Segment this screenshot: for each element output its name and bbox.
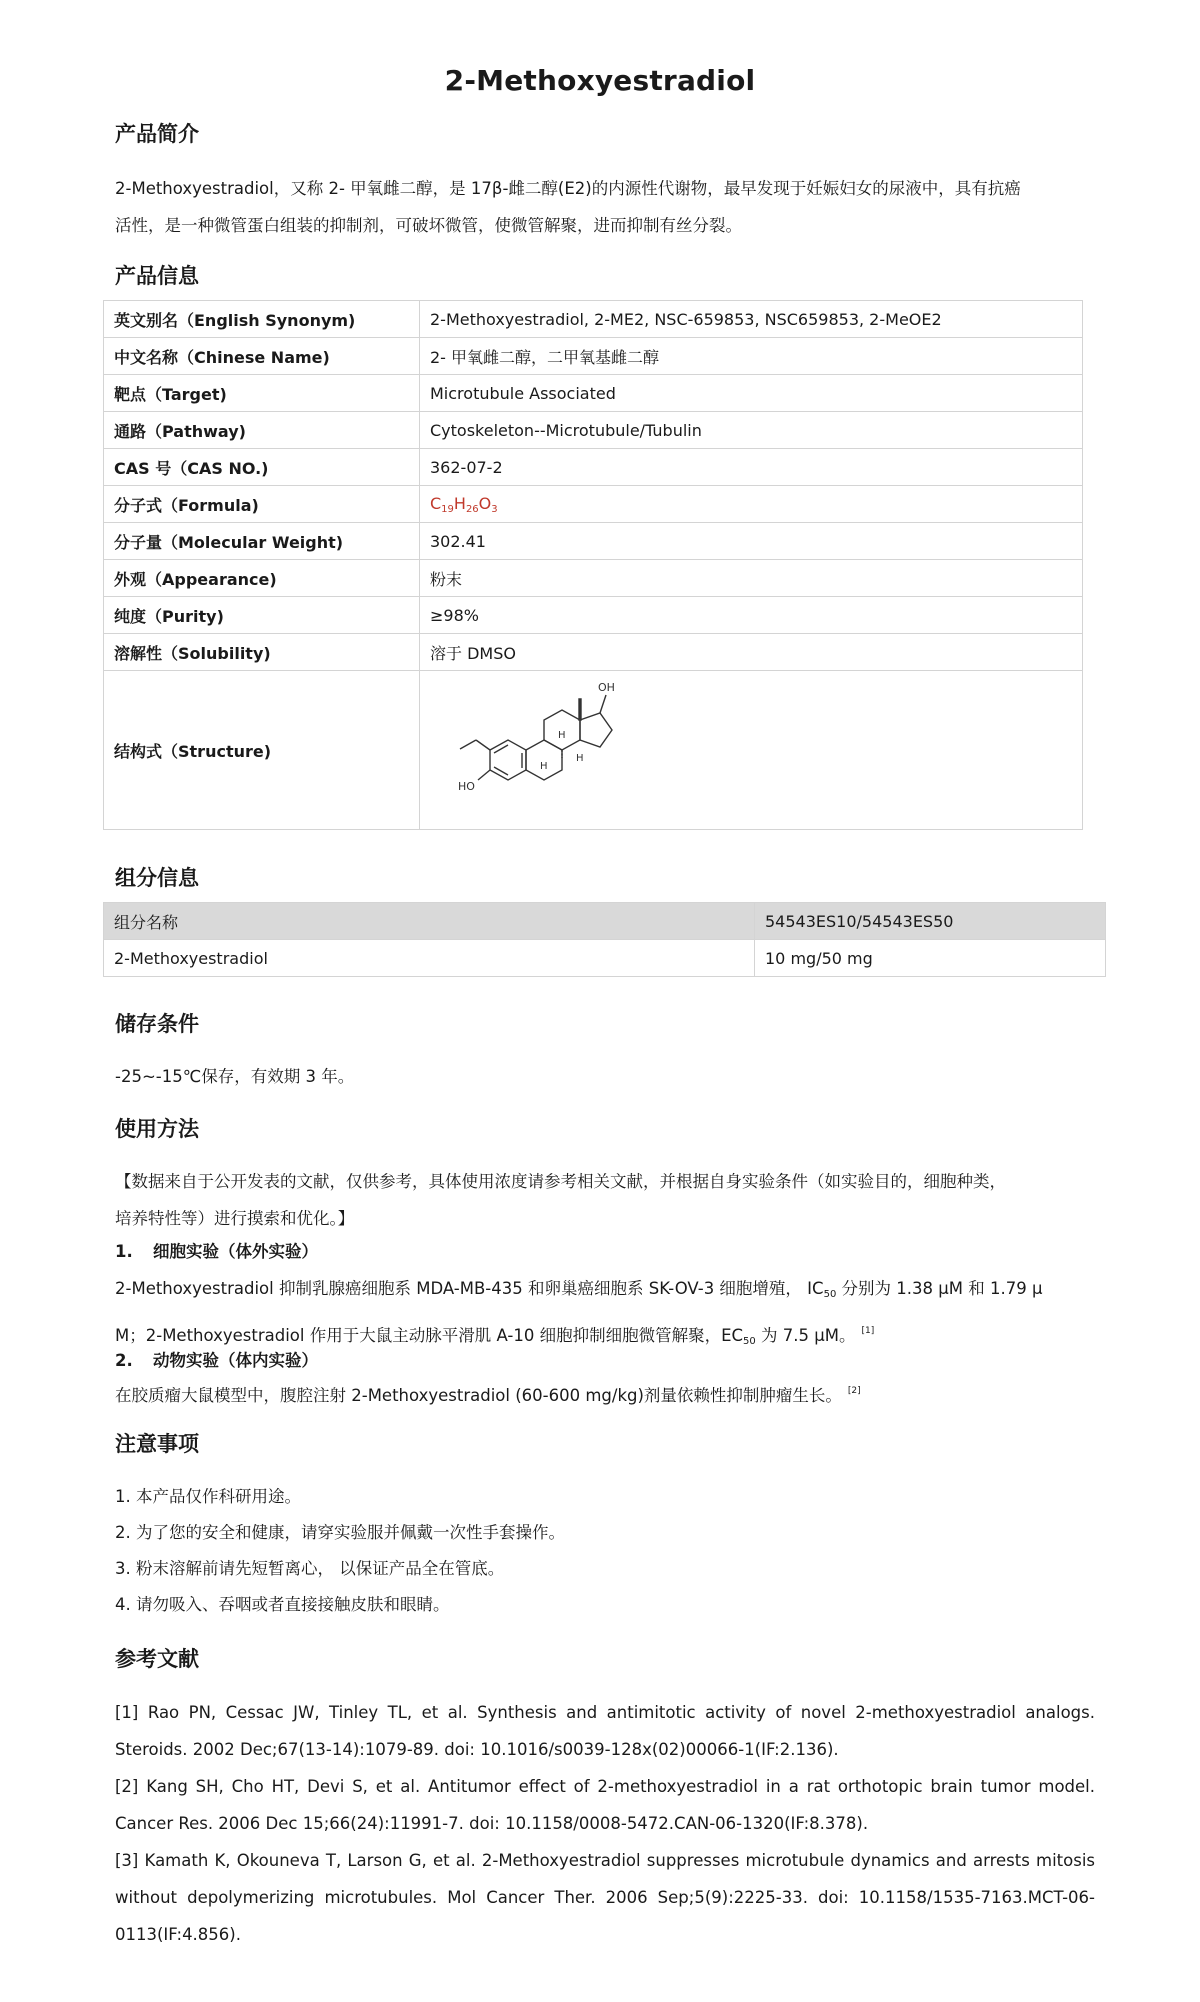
list-item: 1. 本产品仅作科研用途。 bbox=[115, 1487, 301, 1506]
info-value: 302.41 bbox=[420, 523, 1083, 560]
animal-experiment-title: 2. 动物实验（体内实验） bbox=[115, 1351, 318, 1370]
info-key: 溶解性（Solubility) bbox=[104, 634, 420, 671]
table-row bbox=[104, 301, 1083, 338]
info-key: 纯度（Purity) bbox=[104, 597, 420, 634]
page-title: 2-Methoxyestradiol bbox=[444, 64, 756, 97]
animal-experiment-text: 在胶质瘤大鼠模型中，腹腔注射 2-Methoxyestradiol (60-600 mg/kg)剂量依赖性抑制肿瘤生长。 [2] bbox=[115, 1386, 861, 1405]
intro-text bbox=[115, 170, 1095, 244]
reference-item: [3] Kamath K, Okouneva T, Larson G, et al. 2-Methoxyestradiol suppresses microtubule dynamics and arrests mitosis without depolymerizing microtubules. Mol Cancer Ther. 2006 Sep;5(9):2225-33. doi: 10.1158/1535-7163.MCT-06-0113(IF:4.856). bbox=[115, 1851, 1095, 1944]
column-header: 组分名称 bbox=[104, 903, 755, 940]
h-label: H bbox=[576, 753, 584, 764]
oh-label: OH bbox=[598, 681, 615, 694]
usage-heading: 使用方法 bbox=[115, 1117, 199, 1141]
notes-heading: 注意事项 bbox=[115, 1432, 199, 1456]
ring-d bbox=[580, 713, 612, 747]
info-key: 外观（Appearance) bbox=[104, 560, 420, 597]
info-key: 分子量（Molecular Weight) bbox=[104, 523, 420, 560]
table-row bbox=[104, 375, 1083, 412]
reference-item: [1] Rao PN, Cessac JW, Tinley TL, et al. Synthesis and antimitotic activity of novel 2-methoxyestradiol analogs. Steroids. 2002 Dec;67(13-14):1079-89. doi: 10.1016/s0039-128x(02)00066-1(IF:2.136). bbox=[115, 1703, 1095, 1759]
storage-text: -25~-15℃保存，有效期 3 年。 bbox=[115, 1067, 355, 1086]
h-label: H bbox=[540, 761, 548, 772]
h-label: H bbox=[558, 730, 566, 741]
info-value: 2-Methoxyestradiol, 2-ME2, NSC-659853, NSC659853, 2-MeOE2 bbox=[420, 301, 1083, 338]
info-key: 中文名称（Chinese Name) bbox=[104, 338, 420, 375]
methyl-wedge bbox=[579, 699, 581, 720]
storage-heading: 储存条件 bbox=[115, 1012, 199, 1036]
usage-note-line-2: 培养特性等）进行摸索和优化。】 bbox=[115, 1209, 355, 1228]
info-key: CAS 号（CAS NO.) bbox=[104, 449, 420, 486]
usage-note-line-1: 【数据来自于公开发表的文献，仅供参考，具体使用浓度请参考相关文献，并根据自身实验条件（如实验目的，细胞种类， bbox=[115, 1172, 1006, 1191]
info-value: 粉末 bbox=[420, 560, 1083, 597]
info-value: Microtubule Associated bbox=[420, 375, 1083, 412]
table-row bbox=[104, 412, 1083, 449]
info-value: Cytoskeleton--Microtubule/Tubulin bbox=[420, 412, 1083, 449]
list-item: 3. 粉末溶解前请先短暂离心， 以保证产品全在管底。 bbox=[115, 1559, 505, 1578]
citation-ref: [1] bbox=[861, 1326, 875, 1336]
table-row bbox=[104, 597, 1083, 634]
info-value: 2- 甲氧雌二醇，二甲氧基雌二醇 bbox=[420, 338, 1083, 375]
structure-cell bbox=[420, 671, 1083, 830]
cell-experiment-title: 1. 细胞实验（体外实验） bbox=[115, 1242, 318, 1261]
table-row bbox=[104, 634, 1083, 671]
cell-experiment-text: 2-Methoxyestradiol 抑制乳腺癌细胞系 MDA-MB-435 和卵巢癌细胞系 SK-OV-3 细胞增殖， $IC_{50}$ 分别为 1.38 μM 和 1.79 μ M；2-Methoxyestradiol 作用于大鼠主动脉平滑肌 A-10 细胞抑制细胞微管解聚，$EC_{50}$ 为 7.5 μM。 [1] bbox=[115, 1279, 1043, 1347]
table-row bbox=[104, 671, 1083, 830]
product-info-table bbox=[103, 300, 1083, 830]
table-row bbox=[104, 523, 1083, 560]
intro-heading: 产品简介 bbox=[115, 122, 199, 146]
info-key: 英文别名（English Synonym) bbox=[104, 301, 420, 338]
intro-line-2: 活性，是一种微管蛋白组装的抑制剂，可破坏微管，使微管解聚，进而抑制有丝分裂。 bbox=[115, 216, 742, 235]
formula-value: $C_{19}H_{26}O_3$ bbox=[420, 486, 1083, 523]
list-item: 4. 请勿吸入、吞咽或者直接接触皮肤和眼睛。 bbox=[115, 1595, 450, 1614]
table-row bbox=[104, 449, 1083, 486]
reference-item: [2] Kang SH, Cho HT, Devi S, et al. Antitumor effect of 2-methoxyestradiol in a rat orthotopic brain tumor model. Cancer Res. 2006 Dec 15;66(24):11991-7. doi: 10.1158/0008-5472.CAN-06-1320(IF:8.378). bbox=[115, 1777, 1095, 1833]
product-info-heading: 产品信息 bbox=[115, 264, 199, 288]
table-row bbox=[104, 940, 1106, 977]
info-value: 溶于 DMSO bbox=[420, 634, 1083, 671]
ho-label: HO bbox=[458, 780, 475, 793]
usage-note bbox=[115, 1163, 1095, 1237]
info-key: 结构式（Structure) bbox=[104, 671, 420, 830]
table-row bbox=[104, 560, 1083, 597]
references-heading: 参考文献 bbox=[115, 1647, 199, 1671]
table-row bbox=[104, 486, 1083, 523]
oh-bond bbox=[600, 695, 606, 713]
table-header-row bbox=[104, 903, 1106, 940]
info-key: 靶点（Target) bbox=[104, 375, 420, 412]
info-value: 362-07-2 bbox=[420, 449, 1083, 486]
ho-bond bbox=[478, 770, 490, 780]
intro-line-1: 2-Methoxyestradiol，又称 2- 甲氧雌二醇，是 17β-雌二醇(E2)的内源性代谢物，最早发现于妊娠妇女的尿液中，具有抗癌 bbox=[115, 179, 1021, 198]
methyl-bond bbox=[460, 740, 476, 749]
info-value: ≥98% bbox=[420, 597, 1083, 634]
info-key: 通路（Pathway) bbox=[104, 412, 420, 449]
components-table bbox=[103, 902, 1106, 977]
components-heading: 组分信息 bbox=[115, 866, 199, 890]
table-cell: 10 mg/50 mg bbox=[755, 940, 1106, 977]
methoxy-bond bbox=[476, 740, 490, 750]
info-key: 分子式（Formula) bbox=[104, 486, 420, 523]
column-header: 54543ES10/54543ES50 bbox=[755, 903, 1106, 940]
table-row bbox=[104, 338, 1083, 375]
ring-a bbox=[490, 740, 526, 780]
ring-b bbox=[526, 740, 562, 780]
citation-ref: [2] bbox=[847, 1386, 861, 1396]
structure-diagram bbox=[430, 675, 660, 825]
table-cell: 2-Methoxyestradiol bbox=[104, 940, 755, 977]
list-item: 2. 为了您的安全和健康，请穿实验服并佩戴一次性手套操作。 bbox=[115, 1523, 565, 1542]
